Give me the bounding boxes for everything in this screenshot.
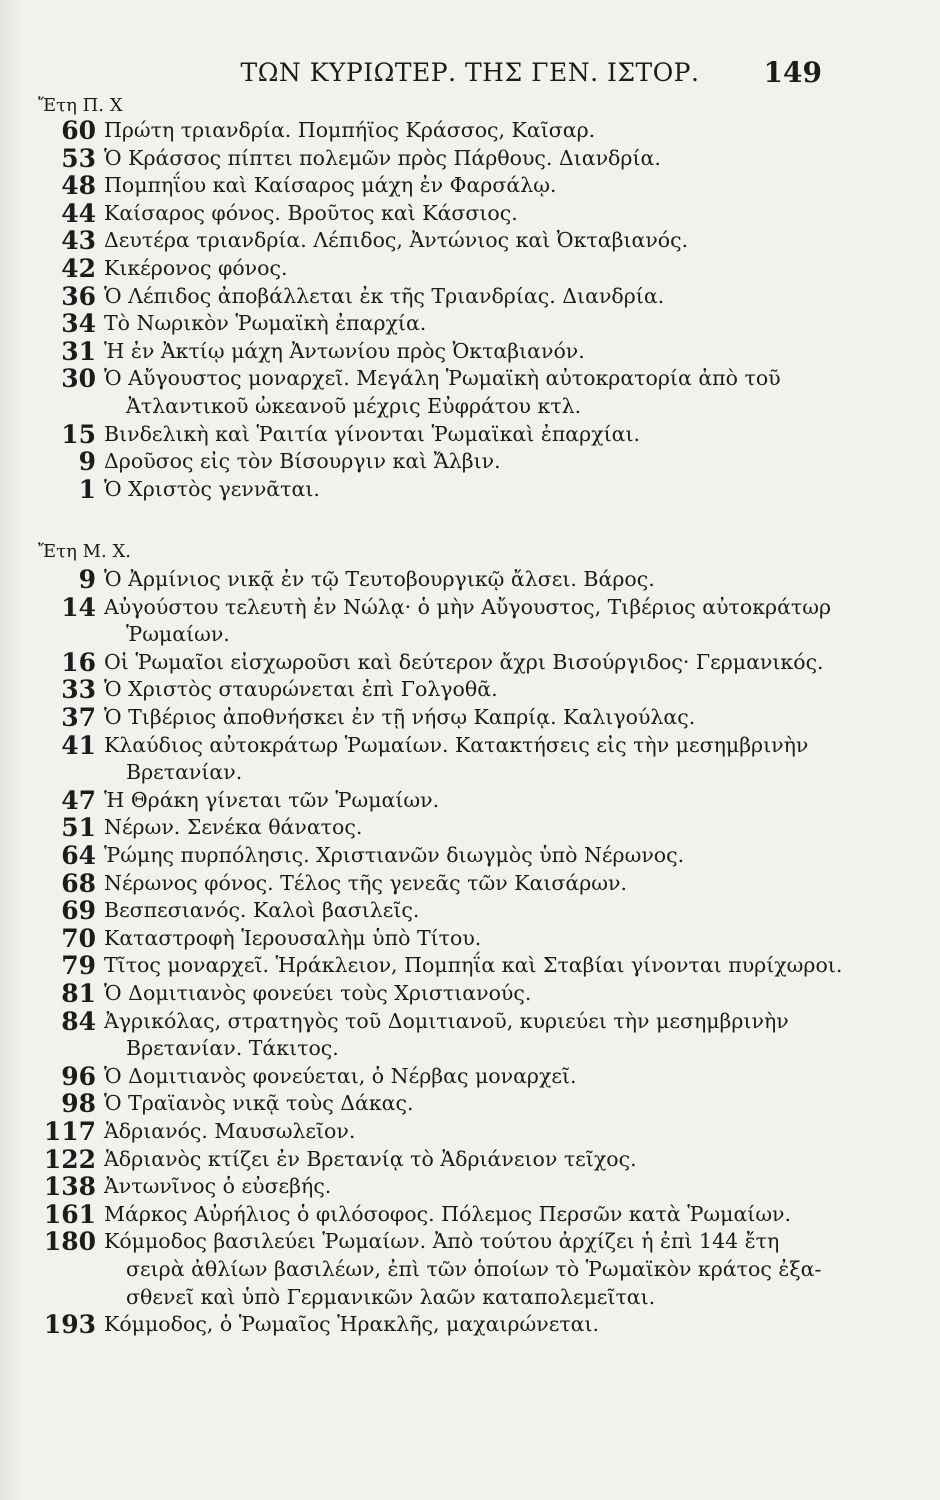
- entry-continuation-line: σθενεῖ καὶ ὑπὸ Γερμανικῶν λαῶν καταπολεμεῖται.: [126, 1284, 656, 1309]
- entry-year: 98: [61, 1089, 96, 1119]
- entry-line: Ὁ Τραϊανὸς νικᾷ τοὺς Δάκας.: [104, 1091, 414, 1116]
- entry-text: [104, 732, 820, 787]
- entry-line: Ὁ Δομιτιανὸς φονεύεται, ὁ Νέρβας μοναρχεῖ.: [104, 1063, 577, 1088]
- entry-text: [104, 897, 820, 925]
- entry-text: [104, 925, 820, 953]
- entry-text: [104, 1311, 820, 1339]
- entry-text: [104, 566, 820, 594]
- entry-text: [104, 676, 820, 704]
- entry-year: 31: [61, 336, 96, 366]
- entry-continuation-line: Βρετανίαν. Τάκιτος.: [126, 1036, 339, 1061]
- entry-text: [104, 649, 824, 677]
- entry-continuation-line: Ἀτλαντικοῦ ὠκεανοῦ μέχρις Εὐφράτου κτλ.: [126, 393, 582, 418]
- entry-line: Πρώτη τριανδρία. Πομπήϊος Κράσσος, Καῖσαρ.: [104, 118, 596, 142]
- entry-line: Ὁ Δομιτιανὸς φονεύει τοὺς Χριστιανούς.: [104, 981, 532, 1005]
- entry-year: 14: [61, 592, 96, 622]
- entry-text: [104, 814, 820, 842]
- entry-line: Ῥώμης πυρπόλησις. Χριστιανῶν διωγμὸς ὑπὸ Νέρωνος.: [104, 843, 685, 867]
- entry-line: Ἁδριανὸς κτίζει ἐν Βρετανίᾳ τὸ Ἁδριάνειον τεῖχος.: [104, 1146, 637, 1171]
- entry-year: 68: [61, 868, 96, 898]
- entry-text: [104, 283, 820, 311]
- entry-line: Ὁ Κράσσος πίπτει πολεμῶν πρὸς Πάρθους. Διανδρία.: [104, 145, 661, 170]
- entry-line: Ἀντωνῖνος ὁ εὐσεβής.: [104, 1174, 332, 1199]
- entry-line: Αὐγούστου τελευτὴ ἐν Νώλᾳ· ὁ μὴν Αὔγουστος, Τιβέριος αὐτοκράτωρ: [104, 594, 832, 619]
- entry-year: 48: [61, 171, 96, 201]
- entry-year: 138: [43, 1172, 96, 1202]
- entry-year: 193: [43, 1310, 96, 1340]
- entry-text: [104, 117, 820, 145]
- entry-text: [104, 200, 820, 228]
- entry-year: 51: [61, 813, 96, 843]
- entry-text: [104, 704, 820, 732]
- entry-line: Τὸ Νωρικὸν Ῥωμαϊκὴ ἐπαρχία.: [104, 311, 427, 336]
- entry-line: Νέρωνος φόνος. Τέλος τῆς γενεᾶς τῶν Καισάρων.: [104, 870, 628, 895]
- entry-line: Ὁ Αὔγουστος μοναρχεῖ. Μεγάλη Ῥωμαϊκὴ αὐτοκρατορία ἀπὸ τοῦ: [104, 366, 781, 391]
- entry-year: 9: [78, 447, 96, 477]
- entry-year: 64: [61, 841, 96, 870]
- entry-line: Δευτέρα τριανδρία. Λέπιδος, Ἀντώνιος καὶ Ὀκταβιανός.: [104, 228, 689, 253]
- running-header: [0, 56, 940, 96]
- entry-year: 180: [43, 1227, 96, 1257]
- entry-year: 44: [61, 198, 96, 228]
- entry-line: Κόμμοδος βασιλεύει Ῥωμαίων. Ἀπὸ τούτου ἀρχίζει ἡ ἐπὶ 144 ἔτη: [104, 1229, 780, 1254]
- page-number: 149: [763, 56, 822, 89]
- entry-line: Βινδελικὴ καὶ Ῥαιτία γίνονται Ῥωμαϊκαὶ ἐπαρχίαι.: [104, 421, 641, 446]
- entry-year: 41: [61, 730, 96, 760]
- page-gutter-shadow: [0, 0, 22, 1500]
- entry-year: 1: [78, 474, 96, 504]
- entry-year: 37: [61, 703, 96, 732]
- entry-line: Βεσπεσιανός. Καλοὶ βασιλεῖς.: [104, 898, 420, 923]
- entry-line: Κόμμοδος, ὁ Ῥωμαῖος Ἡρακλῆς, μαχαιρώνεται.: [104, 1312, 600, 1337]
- entry-text: [104, 227, 820, 255]
- entry-line: Καίσαρος φόνος. Βροῦτος καὶ Κάσσιος.: [104, 200, 518, 225]
- entry-text: [104, 310, 820, 338]
- entry-text: [104, 476, 820, 504]
- entry-text: [104, 1173, 820, 1201]
- entry-text: [104, 1118, 820, 1146]
- entry-text: [104, 365, 820, 420]
- bc-section-label: Ἔτη Π. Χ: [38, 95, 123, 116]
- entry-year: 16: [61, 647, 96, 677]
- entry-year: 53: [61, 143, 96, 173]
- entry-year: 60: [61, 116, 96, 145]
- entry-text: [104, 594, 832, 649]
- entry-year: 34: [61, 309, 96, 339]
- entry-line: Ὁ Λέπιδος ἀποβάλλεται ἐκ τῆς Τριανδρίας. Διανδρία.: [104, 283, 665, 308]
- entry-year: 79: [61, 951, 96, 981]
- entry-text: [104, 1090, 820, 1118]
- entry-line: Μάρκος Αὐρήλιος ὁ φιλόσοφος. Πόλεμος Περσῶν κατὰ Ῥωμαίων.: [104, 1201, 792, 1226]
- entry-line: Ὁ Τιβέριος ἀποθνήσκει ἐν τῇ νήσῳ Καπρίᾳ. Καλιγούλας.: [104, 705, 696, 729]
- entry-year: 81: [61, 979, 96, 1008]
- entry-continuation-line: σειρὰ ἀθλίων βασιλέων, ἐπὶ τῶν ὁποίων τὸ Ῥωμαϊκὸν κράτος ἐξα-: [126, 1256, 822, 1281]
- entry-year: 96: [61, 1061, 96, 1091]
- entry-text: [104, 870, 820, 898]
- entry-year: 15: [61, 419, 96, 449]
- entry-text: [104, 255, 820, 283]
- entry-line: Κλαύδιος αὐτοκράτωρ Ῥωμαίων. Κατακτήσεις εἰς τὴν μεσημβρινὴν: [104, 732, 809, 757]
- entry-line: Δροῦσος εἰς τὸν Βίσουργιν καὶ Ἄλβιν.: [104, 449, 501, 474]
- entry-line: Ὁ Χριστὸς γεννᾶται.: [104, 476, 320, 501]
- entry-year: 47: [61, 785, 96, 815]
- entry-line: Ἡ ἐν Ἀκτίῳ μάχη Ἀντωνίου πρὸς Ὀκταβιανόν.: [104, 338, 585, 363]
- entry-year: 42: [61, 254, 96, 283]
- entry-year: 36: [61, 281, 96, 311]
- entry-text: [104, 1201, 820, 1229]
- entry-text: [104, 172, 820, 200]
- entry-line: Ἀγρικόλας, στρατηγὸς τοῦ Δομιτιανοῦ, κυριεύει τὴν μεσημβρινὴν: [104, 1008, 789, 1033]
- entry-text: [104, 1146, 820, 1174]
- entry-year: 33: [61, 675, 96, 705]
- entry-line: Κικέρονος φόνος.: [104, 256, 288, 280]
- entry-year: 122: [43, 1144, 96, 1174]
- entry-year: 117: [43, 1117, 96, 1146]
- entry-year: 69: [61, 896, 96, 926]
- entry-line: Ἡ Θράκη γίνεται τῶν Ῥωμαίων.: [104, 787, 440, 812]
- entry-text: [104, 787, 820, 815]
- entry-text: [104, 1008, 820, 1063]
- entry-text: [104, 1063, 820, 1091]
- entry-line: Τῖτος μοναρχεῖ. Ἡράκλειον, Πομπηΐα καὶ Σταβίαι γίνονται πυρίχωροι.: [104, 953, 843, 978]
- entry-text: [104, 338, 820, 366]
- entry-year: 9: [78, 565, 96, 594]
- entry-year: 70: [61, 923, 96, 953]
- entry-line: Ἁδριανός. Μαυσωλεῖον.: [104, 1119, 356, 1143]
- entry-year: 84: [61, 1006, 96, 1036]
- entry-text: [104, 980, 820, 1008]
- entry-year: 30: [61, 364, 96, 394]
- entry-line: Ὁ Χριστὸς σταυρώνεται ἐπὶ Γολγοθᾶ.: [104, 677, 498, 702]
- entry-continuation-line: Ῥωμαίων.: [126, 622, 230, 647]
- ad-section-label: Ἔτη Μ. Χ.: [38, 541, 132, 562]
- entry-text: [104, 421, 820, 449]
- entry-year: 161: [43, 1199, 96, 1229]
- entry-text: [104, 952, 843, 980]
- entry-line: Οἱ Ῥωμαῖοι εἰσχωροῦσι καὶ δεύτερον ἄχρι Βισούργιδος· Γερμανικός.: [104, 649, 824, 674]
- entry-line: Ὁ Ἀρμίνιος νικᾷ ἐν τῷ Τευτοβουργικῷ ἄλσει. Βάρος.: [104, 567, 655, 591]
- entry-line: Νέρων. Σενέκα θάνατος.: [104, 815, 363, 840]
- entry-continuation-line: Βρετανίαν.: [126, 760, 243, 785]
- running-title: ΤΩΝ ΚΥΡΙΩΤΕΡ. ΤΗΣ ΓΕΝ. ΙΣΤΟΡ.: [240, 58, 700, 87]
- entry-text: [104, 1228, 820, 1311]
- entry-text: [104, 145, 820, 173]
- entry-text: [104, 842, 820, 870]
- entry-year: 43: [61, 226, 96, 256]
- entry-text: [104, 448, 820, 476]
- entry-line: Καταστροφὴ Ἱερουσαλὴμ ὑπὸ Τίτου.: [104, 925, 482, 950]
- entry-line: Πομπηΐου καὶ Καίσαρος μάχη ἐν Φαρσάλῳ.: [104, 173, 557, 198]
